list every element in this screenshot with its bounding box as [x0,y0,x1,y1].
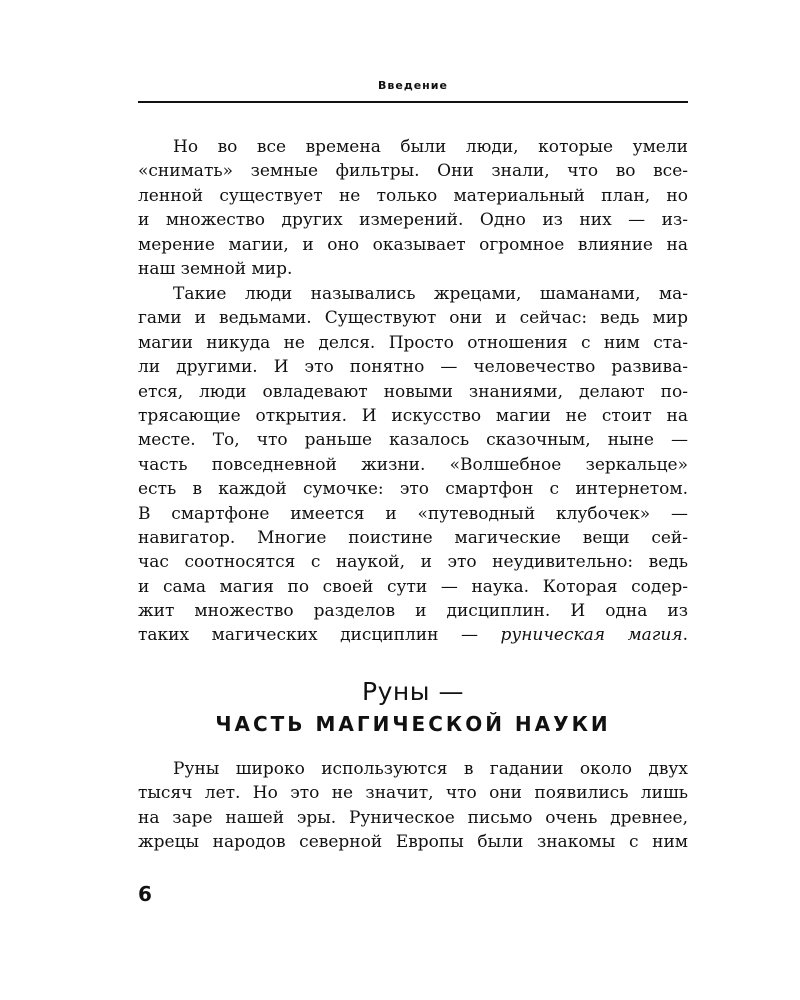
text-line: Такие люди назывались жрецами, шаманами, ма- [173,284,688,304]
text-line: наш земной мир. [138,258,293,279]
text-line: ленной существует не только материальный план, но [138,185,688,206]
text-line: жрецы народов северной Европы были знакомы с ним [138,832,688,853]
text-line: навигатор. Многие поистине магические вещи сей- [138,527,688,548]
text-line: гами и ведьмами. Существуют они и сейчас: ведь мир [138,308,688,329]
text-line: час соотносятся с наукой, и это неудивительно: ведь [138,552,688,573]
text-line: мерение магии, и оно оказывает огромное влияние на [138,234,688,255]
text-line: Но во все времена были люди, которые умели [173,137,688,157]
text-line: ли другими. И это понятно — человечество развива- [138,357,688,378]
text-line: тысяч лет. Но это не значит, что они появились лишь [138,783,688,804]
text-line: Руны широко используются в гадании около двух [173,759,688,779]
text-line-last [138,623,688,647]
paragraph-2 [138,282,688,648]
text-suffix: . [682,625,689,646]
text-prefix: таких магических дисциплин — [138,625,501,646]
section-heading-line-2: ЧАСТЬ МАГИЧЕСКОЙ НАУКИ [215,712,611,736]
text-line: ется, люди овладевают новыми знаниями, делают по- [138,381,688,402]
text-line: часть повседневной жизни. «Волшебное зеркальце» [138,454,688,475]
running-head: Введение [378,79,448,92]
text-line: магии никуда не делся. Просто отношения с ним ста- [138,332,688,353]
text-line: и сама магия по своей сути — наука. Которая содер- [138,576,688,597]
text-line: жит множество разделов и дисциплин. И одна из [138,601,688,622]
page-number: 6 [138,882,152,906]
paragraph-1 [138,135,688,281]
section-heading-line-1: Руны — [362,677,464,706]
header-rule [138,101,688,103]
text-line: есть в каждой сумочке: это смартфон с интернетом. [138,479,688,500]
text-line: «снимать» земные фильтры. Они знали, что во все- [138,161,688,182]
paragraph-3 [138,757,688,855]
text-line: В смартфоне имеется и «путеводный клубочек» — [138,503,688,524]
text-line: и множество других измерений. Одно из них — из- [138,210,688,231]
text-line: на заре нашей эры. Руническое письмо очень древнее, [138,807,688,828]
text-line: месте. То, что раньше казалось сказочным, ныне — [138,430,688,451]
text-line: трясающие открытия. И искусство магии не стоит на [138,405,688,426]
emphasis-runic-magic: руническая магия [500,625,683,646]
